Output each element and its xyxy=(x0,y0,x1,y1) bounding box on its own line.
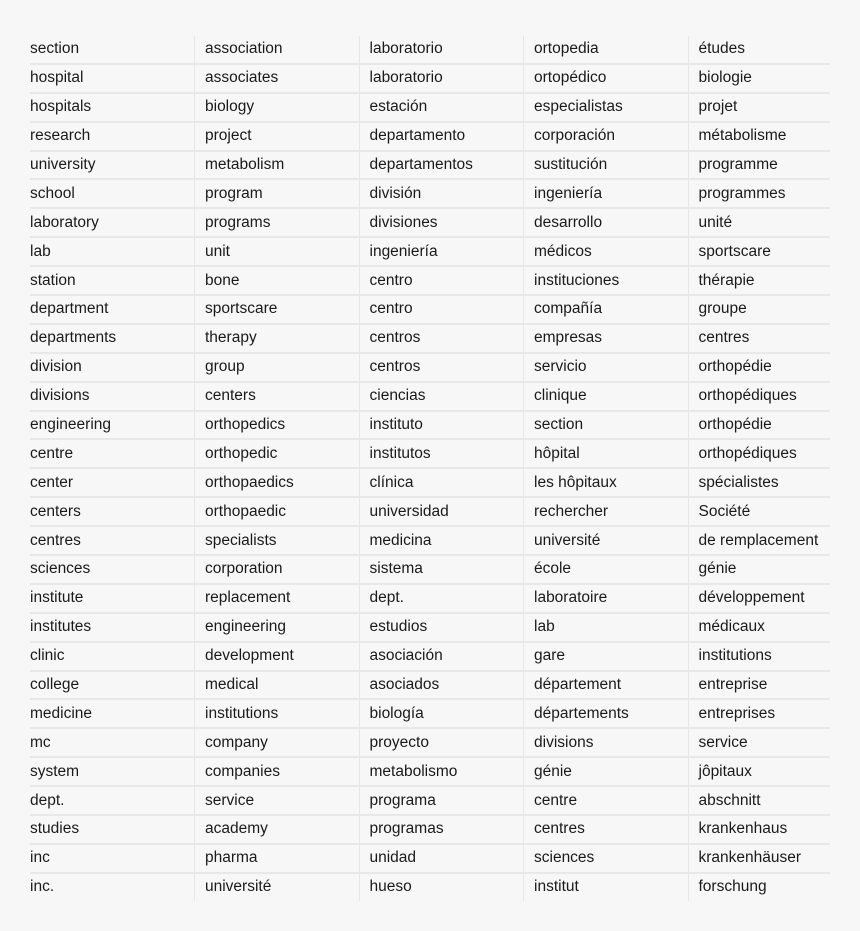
table-cell: asociados xyxy=(359,671,524,700)
table-cell: academy xyxy=(195,815,360,844)
table-cell: programa xyxy=(359,786,524,815)
table-cell: service xyxy=(688,728,830,757)
table-cell: biology xyxy=(195,93,360,122)
table-cell: división xyxy=(359,179,524,208)
table-cell: program xyxy=(195,179,360,208)
table-cell: proyecto xyxy=(359,728,524,757)
table-cell: department xyxy=(30,295,195,324)
table-cell: metabolismo xyxy=(359,757,524,786)
table-cell: college xyxy=(30,671,195,700)
table-cell: medicina xyxy=(359,526,524,555)
table-row xyxy=(30,324,830,353)
table-cell: sustitución xyxy=(524,151,689,180)
table-row xyxy=(30,382,830,411)
table-cell: sciences xyxy=(524,844,689,873)
table-row xyxy=(30,555,830,584)
table-row xyxy=(30,728,830,757)
table-cell: laboratoire xyxy=(524,584,689,613)
table-cell: université xyxy=(524,526,689,555)
table-cell: inc. xyxy=(30,878,55,896)
table-cell: métabolisme xyxy=(688,122,830,151)
table-cell: laboratory xyxy=(30,208,195,237)
table-row xyxy=(30,411,830,440)
table-cell: unit xyxy=(195,237,360,266)
table-cell: médicaux xyxy=(688,613,830,642)
table-cell: divisions xyxy=(30,382,195,411)
table-cell: dept. xyxy=(30,786,195,815)
table-cell: centre xyxy=(524,786,689,815)
table-cell: centres xyxy=(688,324,830,353)
table-row xyxy=(30,179,830,208)
table-cell: sportscare xyxy=(195,295,360,324)
table-cell: orthopédie xyxy=(688,353,830,382)
table-row xyxy=(30,757,830,786)
table-row xyxy=(30,64,830,93)
table-cell: laboratorio xyxy=(359,36,524,64)
table-cell: pharma xyxy=(195,844,360,873)
table-cell: hueso xyxy=(359,873,524,901)
table-cell: hospitals xyxy=(30,93,195,122)
table-cell: jôpitaux xyxy=(688,757,830,786)
table-row xyxy=(30,208,830,237)
table-cell: departamentos xyxy=(359,151,524,180)
table-cell: institutions xyxy=(195,699,360,728)
table-cell: spécialistes xyxy=(688,468,830,497)
table-cell: ciencias xyxy=(359,382,524,411)
table-cell: sciences xyxy=(30,555,195,584)
table-cell: desarrollo xyxy=(524,208,689,237)
table-cell: companies xyxy=(195,757,360,786)
table-cell: programme xyxy=(688,151,830,180)
table-cell: gare xyxy=(524,642,689,671)
table-cell: especialistas xyxy=(524,93,689,122)
table-cell: centres xyxy=(30,526,195,555)
table-cell: centers xyxy=(195,382,360,411)
table-cell: projet xyxy=(688,93,830,122)
table-cell: hospital xyxy=(30,64,195,93)
table-cell: ortopédico xyxy=(524,64,689,93)
table-cell: empresas xyxy=(524,324,689,353)
table-cell: centro xyxy=(359,266,524,295)
table-cell: estudios xyxy=(359,613,524,642)
table-cell: centros xyxy=(359,353,524,382)
table-cell: les hôpitaux xyxy=(524,468,689,497)
table-cell: rechercher xyxy=(524,497,689,526)
table-cell: lab xyxy=(30,237,195,266)
table-cell: studies xyxy=(30,815,195,844)
table-row xyxy=(30,266,830,295)
table-cell: centros xyxy=(359,324,524,353)
table-cell: service xyxy=(195,786,360,815)
table-cell: biología xyxy=(359,699,524,728)
word-table-body xyxy=(30,36,830,901)
table-cell: inc xyxy=(30,844,195,873)
table-cell: unidad xyxy=(359,844,524,873)
table-cell: section xyxy=(30,36,195,64)
table-cell: études xyxy=(688,36,830,64)
table-cell: centers xyxy=(30,497,195,526)
table-cell: mc xyxy=(30,728,195,757)
table-cell: servicio xyxy=(524,353,689,382)
table-row xyxy=(30,526,830,555)
table-row xyxy=(30,237,830,266)
table-cell: engineering xyxy=(30,411,195,440)
table-cell: bone xyxy=(195,266,360,295)
table-cell: medical xyxy=(195,671,360,700)
table-cell: programas xyxy=(359,815,524,844)
table-row xyxy=(30,122,830,151)
table-cell: station xyxy=(30,266,195,295)
table-cell: médicos xyxy=(524,237,689,266)
table-cell: Société xyxy=(688,497,830,526)
table-cell: university xyxy=(30,151,195,180)
table-cell: groupe xyxy=(688,295,830,324)
table-cell: orthopaedic xyxy=(195,497,360,526)
table-cell: medicine xyxy=(30,699,195,728)
table-cell: programmes xyxy=(688,179,830,208)
table-cell: ortopedia xyxy=(524,36,689,64)
table-cell: section xyxy=(524,411,689,440)
table-cell: group xyxy=(195,353,360,382)
table-cell: therapy xyxy=(195,324,360,353)
table-row xyxy=(30,873,830,901)
table-cell: departments xyxy=(30,324,195,353)
table-cell: school xyxy=(30,179,195,208)
word-table xyxy=(30,36,830,901)
table-cell: département xyxy=(524,671,689,700)
table-cell: estación xyxy=(359,93,524,122)
table-cell: programs xyxy=(195,208,360,237)
table-cell: unité xyxy=(688,208,830,237)
table-cell: associates xyxy=(195,64,360,93)
table-cell: hôpital xyxy=(524,439,689,468)
table-cell: entreprises xyxy=(688,699,830,728)
table-cell: développement xyxy=(688,584,830,613)
table-cell: krankenhäuser xyxy=(688,844,830,873)
table-cell: clínica xyxy=(359,468,524,497)
table-cell: asociación xyxy=(359,642,524,671)
table-cell: division xyxy=(30,353,195,382)
table-cell: instituto xyxy=(359,411,524,440)
table-cell: université xyxy=(195,873,360,901)
table-cell: orthopaedics xyxy=(195,468,360,497)
table-cell: krankenhaus xyxy=(688,815,830,844)
table-row xyxy=(30,786,830,815)
table-row xyxy=(30,353,830,382)
table-cell: institute xyxy=(30,584,195,613)
table-cell: sistema xyxy=(359,555,524,584)
table-row xyxy=(30,699,830,728)
table-cell: de remplacement xyxy=(688,526,830,555)
table-cell: corporación xyxy=(524,122,689,151)
table-cell: centres xyxy=(524,815,689,844)
table-cell: orthopédie xyxy=(688,411,830,440)
table-cell: laboratorio xyxy=(359,64,524,93)
table-row xyxy=(30,151,830,180)
table-cell: dept. xyxy=(359,584,524,613)
table-cell: thérapie xyxy=(688,266,830,295)
table-row xyxy=(30,844,830,873)
table-row xyxy=(30,642,830,671)
table-cell: institutos xyxy=(359,439,524,468)
table-cell: institutes xyxy=(30,613,195,642)
table-cell: corporation xyxy=(195,555,360,584)
table-cell: orthopedic xyxy=(195,439,360,468)
table-cell: research xyxy=(30,122,195,151)
table-cell: project xyxy=(195,122,360,151)
table-cell: instituciones xyxy=(524,266,689,295)
table-row xyxy=(30,497,830,526)
table-cell: lab xyxy=(524,613,689,642)
table-cell: system xyxy=(30,757,195,786)
table-cell: metabolism xyxy=(195,151,360,180)
table-cell: entreprise xyxy=(688,671,830,700)
table-cell: orthopédiques xyxy=(688,382,830,411)
table-cell: orthopédiques xyxy=(688,439,830,468)
table-cell: sportscare xyxy=(688,237,830,266)
table-cell: clinique xyxy=(524,382,689,411)
table-cell: centre xyxy=(30,439,195,468)
table-cell: company xyxy=(195,728,360,757)
table-cell: universidad xyxy=(359,497,524,526)
table-cell: divisions xyxy=(524,728,689,757)
table-row xyxy=(30,671,830,700)
table-cell: clinic xyxy=(30,642,195,671)
table-cell: centro xyxy=(359,295,524,324)
table-cell: specialists xyxy=(195,526,360,555)
table-cell: divisiones xyxy=(359,208,524,237)
table-cell: replacement xyxy=(195,584,360,613)
table-cell: institutions xyxy=(688,642,830,671)
table-cell: départements xyxy=(524,699,689,728)
table-row xyxy=(30,468,830,497)
table-cell: development xyxy=(195,642,360,671)
table-cell: engineering xyxy=(195,613,360,642)
table-cell: orthopedics xyxy=(195,411,360,440)
table-row xyxy=(30,93,830,122)
table-cell: biologie xyxy=(688,64,830,93)
table-cell: center xyxy=(30,468,195,497)
table-row xyxy=(30,439,830,468)
table-cell: génie xyxy=(524,757,689,786)
table-cell: compañía xyxy=(524,295,689,324)
table-cell: ingeniería xyxy=(524,179,689,208)
table-cell: école xyxy=(524,555,689,584)
table-row xyxy=(30,815,830,844)
table-row xyxy=(30,36,830,64)
table-row xyxy=(30,584,830,613)
table-cell: institut xyxy=(524,873,689,901)
table-cell: abschnitt xyxy=(688,786,830,815)
table-row xyxy=(30,295,830,324)
table-cell: ingeniería xyxy=(359,237,524,266)
table-cell: génie xyxy=(688,555,830,584)
table-cell: association xyxy=(195,36,360,64)
table-cell: forschung xyxy=(688,873,830,901)
table-row xyxy=(30,613,830,642)
table-cell: departamento xyxy=(359,122,524,151)
